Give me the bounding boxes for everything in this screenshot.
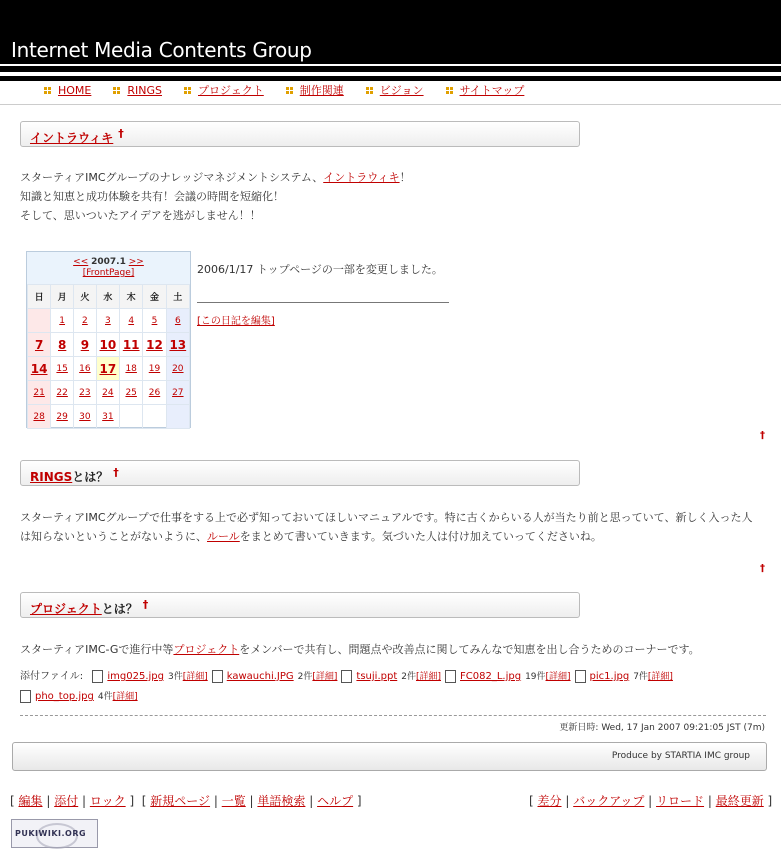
bullet-icon <box>113 87 120 94</box>
calendar-day-cell <box>51 333 74 357</box>
attachment-link[interactable]: pic1.jpg <box>589 671 630 682</box>
file-icon <box>212 670 223 683</box>
produce-credit: Produce by STARTIA IMC group <box>611 751 750 761</box>
next-month-link[interactable]: >> <box>128 257 144 267</box>
attachment-link[interactable]: tsuji.ppt <box>356 671 398 682</box>
separator: | <box>78 794 90 808</box>
calendar-day-cell <box>143 381 166 405</box>
calendar-day-cell <box>28 357 51 381</box>
file-icon <box>341 670 352 683</box>
calendar-day-cell <box>120 309 143 333</box>
toolbar-link[interactable]: バックアップ <box>573 794 645 808</box>
weekday-sun: 日 <box>28 285 51 309</box>
separator: | <box>245 794 258 808</box>
calendar-day-link[interactable]: 14 <box>30 361 48 376</box>
calendar-week <box>28 381 190 405</box>
heading-text <box>30 598 148 617</box>
heading-link-intrawiki[interactable]: イントラウィキ <box>30 131 114 145</box>
nav-item-sitemap[interactable] <box>446 82 525 98</box>
calendar-day-link[interactable]: 9 <box>80 337 90 352</box>
calendar-day-link[interactable]: 10 <box>99 337 117 352</box>
bullet-icon <box>184 87 191 94</box>
calendar-day-link[interactable]: 17 <box>99 361 117 376</box>
calendar-empty-cell <box>143 405 166 429</box>
calendar-day-link[interactable]: 3 <box>105 315 111 326</box>
page-top-link[interactable]: † <box>760 430 765 441</box>
calendar-day-cell <box>96 381 119 405</box>
heading-text <box>30 127 124 146</box>
attachment-link[interactable]: img025.jpg <box>107 671 164 682</box>
file-icon <box>575 670 586 683</box>
bullet-icon <box>366 87 373 94</box>
logo-text: PUKIWIKI.ORG <box>15 829 87 838</box>
separator: | <box>210 794 222 808</box>
heading-link-project[interactable]: プロジェクト <box>30 602 102 616</box>
attachment-detail-link[interactable]: [詳細] <box>312 672 338 682</box>
calendar-day-link[interactable]: 8 <box>57 337 67 352</box>
intrawiki-link[interactable]: イントラウィキ <box>323 171 400 184</box>
calendar-day-link[interactable]: 20 <box>172 363 184 374</box>
calendar-day-link[interactable]: 27 <box>172 387 184 398</box>
nav-link-home[interactable]: HOME <box>58 83 92 97</box>
calendar-day-link[interactable]: 28 <box>33 411 45 422</box>
toolbar-left <box>10 792 362 809</box>
calendar-empty-cell <box>120 405 143 429</box>
nav-item-production[interactable] <box>286 82 344 98</box>
calendar-day-cell <box>143 357 166 381</box>
bullet-icon <box>44 87 51 94</box>
file-icon <box>20 690 31 703</box>
attachment-count: 4件 <box>97 692 113 702</box>
heading-link-rings[interactable]: RINGS <box>30 470 73 484</box>
calendar-day-cell <box>120 333 143 357</box>
nav-item-project[interactable] <box>184 82 264 98</box>
calendar-day-link[interactable]: 2 <box>82 315 88 326</box>
toolbar-right <box>529 792 772 809</box>
attachments <box>20 667 760 707</box>
text: は知らないということがないように、 <box>20 530 207 543</box>
section-heading-rings <box>20 460 580 486</box>
calendar-day-cell <box>51 309 74 333</box>
calendar-day-cell <box>28 405 51 429</box>
calendar-day-link[interactable]: 21 <box>33 387 45 398</box>
calendar-day-link[interactable]: 19 <box>148 363 161 374</box>
bracket: ] <box>125 794 135 808</box>
bracket: [ <box>141 794 151 808</box>
attachment-item <box>341 671 441 682</box>
nav-item-home[interactable] <box>44 82 91 98</box>
calendar-day-link[interactable]: 5 <box>151 315 158 326</box>
intro-line-2: 知識と知恵と成功体験を共有！会議の時間を短縮化！ <box>20 190 284 203</box>
calendar-day-cell <box>166 357 189 381</box>
project-link[interactable]: プロジェクト <box>173 643 240 656</box>
site-title: Internet Media Contents Group <box>11 38 312 62</box>
weekday-tue: 火 <box>74 285 97 309</box>
calendar-day-cell <box>120 381 143 405</box>
attachment-count: 3件 <box>167 672 183 682</box>
calendar-day-link[interactable]: 11 <box>122 337 140 352</box>
nav-top-border <box>0 76 781 81</box>
calendar-day-link[interactable]: 31 <box>102 411 114 422</box>
attachment-detail-link[interactable]: [詳細] <box>545 672 571 682</box>
calendar-day-link[interactable]: 6 <box>174 315 181 326</box>
calendar-day-link[interactable]: 1 <box>59 315 66 326</box>
heading-suffix: とは？ <box>101 602 138 616</box>
attachment-detail-link[interactable]: [詳細] <box>112 692 138 702</box>
separator: | <box>644 794 657 808</box>
nav-link-sitemap[interactable]: サイトマップ <box>459 84 525 97</box>
attachment-count: 7件 <box>633 672 648 682</box>
nav-link-production[interactable]: 制作関連 <box>299 84 344 97</box>
calendar-day-cell <box>143 333 166 357</box>
bullet-icon <box>446 87 453 94</box>
bracket: [ <box>10 794 19 808</box>
diary-edit-wrap <box>197 312 275 327</box>
attachment-link[interactable]: FC082_L.jpg <box>460 671 522 682</box>
attachment-count: 2件 <box>401 672 416 682</box>
attachment-detail-link[interactable]: [詳細] <box>647 672 673 682</box>
frontpage-link[interactable]: [FrontPage] <box>82 268 135 278</box>
bracket: ] <box>763 794 773 808</box>
header-rule <box>0 64 781 66</box>
attachment-link[interactable]: pho_top.jpg <box>35 691 94 702</box>
toolbar-link[interactable]: リロード <box>656 794 705 808</box>
calendar-day-cell <box>96 309 119 333</box>
calendar-day-cell <box>51 357 74 381</box>
calendar-day-cell <box>96 405 119 429</box>
attachment-link[interactable]: kawauchi.JPG <box>226 671 294 682</box>
toolbar-link[interactable]: 単語検索 <box>257 794 306 808</box>
calendar-day-cell <box>166 309 189 333</box>
calendar-day-cell <box>166 333 189 357</box>
weekday-thu: 木 <box>120 285 143 309</box>
toolbar-link[interactable]: 一覧 <box>221 794 246 808</box>
calendar-day-link[interactable]: 4 <box>128 315 135 326</box>
anchor-link[interactable]: † <box>118 127 124 140</box>
calendar-day-cell <box>74 381 97 405</box>
toolbar-link[interactable]: 最終更新 <box>715 794 764 808</box>
calendar-day-link[interactable]: 7 <box>34 337 44 352</box>
diary-entry: 2006/1/17 トップページの一部を変更しました。 <box>197 263 443 276</box>
separator: | <box>305 794 318 808</box>
footer-box <box>12 742 767 771</box>
calendar <box>26 251 191 428</box>
site-header <box>0 0 781 72</box>
nav-item-vision[interactable] <box>366 82 424 98</box>
nav-link-vision[interactable]: ビジョン <box>379 84 424 97</box>
calendar-day-link[interactable]: 13 <box>169 337 187 352</box>
toolbar-link[interactable]: 差分 <box>537 794 562 808</box>
calendar-day-cell <box>51 405 74 429</box>
calendar-day-link[interactable]: 22 <box>56 387 68 398</box>
attachment-detail-link[interactable]: [詳細] <box>182 672 208 682</box>
weekday-fri: 金 <box>143 285 166 309</box>
rings-line-2 <box>20 527 765 546</box>
toolbar-link[interactable]: 添付 <box>54 794 79 808</box>
intro-line-1 <box>20 168 411 187</box>
attachment-count: 2件 <box>297 672 313 682</box>
file-icon <box>92 670 103 683</box>
text: ！ <box>399 171 411 184</box>
attachment-item <box>20 691 138 702</box>
calendar-empty-cell <box>28 309 51 333</box>
calendar-day-cell <box>96 333 119 357</box>
weekday-sat: 土 <box>166 285 189 309</box>
weekday-mon: 月 <box>51 285 74 309</box>
intro-line-3: そして、思いついたアイデアを逃がしません！！ <box>20 209 261 222</box>
rule-link[interactable]: ルール <box>207 530 240 543</box>
attachment-item <box>575 671 673 682</box>
calendar-month: 2007.1 <box>91 257 126 267</box>
calendar-day-link[interactable]: 24 <box>102 387 114 398</box>
bracket: ] <box>353 794 362 808</box>
text: をまとめて書いていきます。気づいた人は付け加えていってくださいね。 <box>239 530 602 543</box>
section-heading-project <box>20 592 580 618</box>
attachment-item <box>212 671 338 682</box>
last-updated: 更新日時: Wed, 17 Jan 2007 09:21:05 JST (7m) <box>559 723 765 733</box>
weekday-row <box>28 285 190 309</box>
toolbar-link[interactable]: 編集 <box>18 794 43 808</box>
calendar-week <box>28 357 190 381</box>
attachment-detail-link[interactable]: [詳細] <box>415 672 442 682</box>
calendar-day-cell <box>51 381 74 405</box>
calendar-week <box>28 309 190 333</box>
calendar-day-link[interactable]: 29 <box>56 411 68 422</box>
pukiwiki-logo[interactable] <box>11 819 98 848</box>
heading-suffix: とは？ <box>72 470 109 484</box>
calendar-day-cell <box>28 381 51 405</box>
calendar-day-link[interactable]: 16 <box>79 363 91 374</box>
anchor-link[interactable]: † <box>142 598 149 611</box>
project-paragraph <box>20 640 700 659</box>
calendar-day-cell <box>74 309 97 333</box>
calendar-day-cell <box>28 333 51 357</box>
calendar-day-link[interactable]: 15 <box>56 363 68 374</box>
bullet-icon <box>286 87 293 94</box>
calendar-day-link[interactable]: 12 <box>146 337 163 352</box>
file-icon <box>445 670 456 683</box>
divider <box>197 302 449 303</box>
calendar-day-link[interactable]: 25 <box>125 387 137 398</box>
calendar-day-link[interactable]: 26 <box>148 387 161 398</box>
rings-line-1: スターティアIMCグループで仕事をする上で必ず知っておいてほしいマニュアルです。特に古くからいる人が当たり前と思っていて、新しく入った人 <box>20 511 753 524</box>
prev-month-link[interactable]: << <box>73 257 89 267</box>
weekday-wed: 水 <box>96 285 119 309</box>
intro-paragraph <box>20 168 411 225</box>
heading-text <box>30 466 119 485</box>
page-top-link[interactable]: † <box>760 563 765 574</box>
calendar-day-link[interactable]: 30 <box>79 411 91 422</box>
calendar-day-cell <box>166 381 189 405</box>
nav-link-project[interactable]: プロジェクト <box>198 84 264 97</box>
toolbar-link[interactable]: ロック <box>89 794 126 808</box>
calendar-header <box>27 252 190 284</box>
bracket: [ <box>529 794 538 808</box>
calendar-week <box>28 405 190 429</box>
attachment-item <box>92 671 207 682</box>
calendar-day-cell <box>74 333 97 357</box>
rings-paragraph <box>20 508 765 546</box>
calendar-day-cell <box>74 357 97 381</box>
calendar-empty-cell <box>166 405 189 429</box>
calendar-grid <box>27 284 190 429</box>
anchor-link[interactable]: † <box>113 466 119 479</box>
diary-edit-link[interactable]: [この日記を編集] <box>197 316 275 327</box>
separator: | <box>561 794 574 808</box>
main-nav <box>44 82 546 98</box>
calendar-day-cell <box>143 309 166 333</box>
section-heading-intrawiki <box>20 121 580 147</box>
calendar-day-cell <box>96 357 119 381</box>
attachment-count: 19件 <box>525 672 546 682</box>
calendar-day-cell <box>74 405 97 429</box>
text: スターティアIMCグループのナレッジマネジメントシステム、 <box>20 171 324 184</box>
nav-link-rings[interactable]: RINGS <box>127 83 162 97</box>
toolbar-link[interactable]: 新規ページ <box>150 794 211 808</box>
text: スターティアIMC-Gで進行中等 <box>20 643 174 656</box>
calendar-week <box>28 333 190 357</box>
text: をメンバーで共有し、問題点や改善点に関してみんなで知恵を出し合うためのコーナーです。 <box>239 643 700 656</box>
calendar-day-link[interactable]: 23 <box>79 387 91 398</box>
attachments-label: 添付ファイル: <box>20 671 84 682</box>
calendar-day-link[interactable]: 18 <box>125 363 137 374</box>
separator: | <box>42 794 55 808</box>
divider <box>20 715 766 716</box>
toolbar-link[interactable]: ヘルプ <box>317 794 354 808</box>
separator: | <box>704 794 716 808</box>
nav-item-rings[interactable] <box>113 82 162 98</box>
attachment-item <box>445 671 571 682</box>
calendar-day-cell <box>120 357 143 381</box>
